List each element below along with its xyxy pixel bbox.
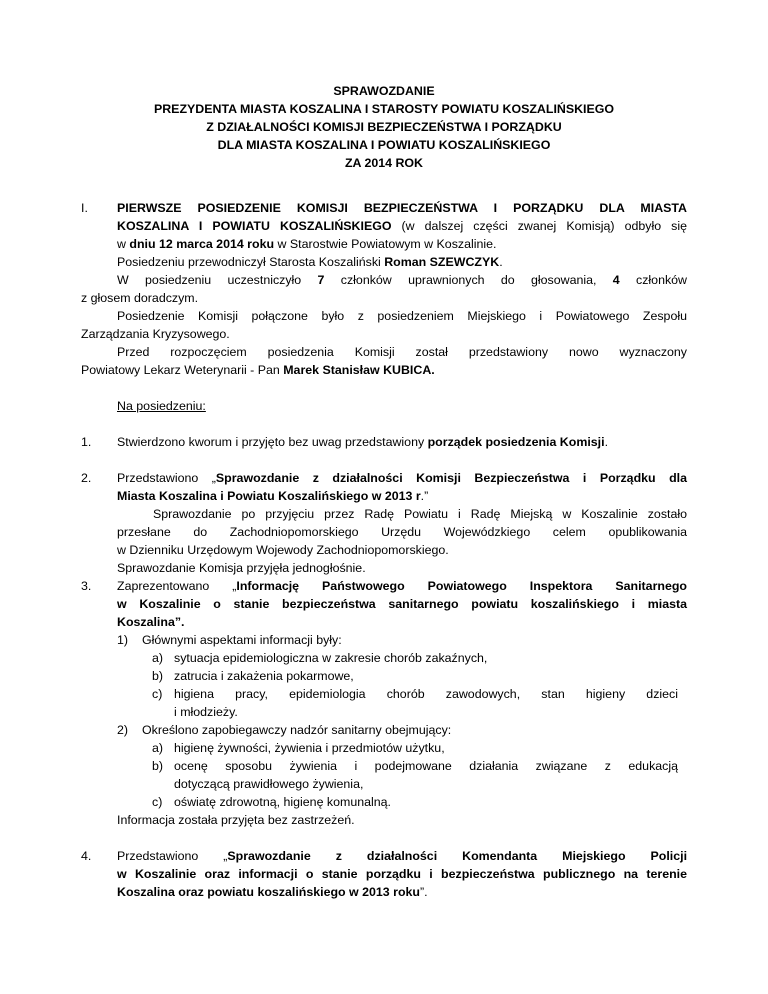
title-line-3: Z DZIAŁALNOŚCI KOMISJI BEZPIECZEŃSTWA I PORZĄDKU bbox=[206, 120, 562, 134]
section-title-line: KOSZALINA I POWIATU KOSZALIŃSKIEGO (w dalszej części zwanej Komisją) odbyło się bbox=[117, 219, 687, 233]
sub-item-text: Głównymi aspektami informacji były: bbox=[142, 633, 342, 647]
advisory-members-count: 4 bbox=[612, 273, 620, 287]
chair-name: Roman SZEWCZYK bbox=[384, 255, 500, 269]
list-letter: c) bbox=[152, 687, 163, 701]
item-number: 4. bbox=[81, 849, 92, 863]
agenda-heading: Na posiedzeniu: bbox=[117, 399, 206, 413]
item-closing: Informacja została przyjęta bez zastrzeżeń. bbox=[117, 813, 355, 827]
title-line-1: SPRAWOZDANIE bbox=[333, 84, 435, 98]
list-letter: b) bbox=[152, 759, 164, 773]
list-item: zatrucia i zakażenia pokarmowe, bbox=[174, 669, 354, 683]
agenda-item: Stwierdzono kworum i przyjęto bez uwag przedstawiony porządek posiedzenia Komisji. bbox=[117, 435, 609, 449]
attendance-paragraph: W posiedzeniu uczestniczyło 7 członków uprawnionych do głosowania, 4 członków z głosem doradczym. Posiedzenie Komisji połączone było z posiedzeniem Miejskiego i Powiatowego Zespołu Zarządzania Kryzysowego. bbox=[81, 273, 688, 341]
voting-members-count: 7 bbox=[317, 273, 325, 287]
meeting-date: dniu 12 marca 2014 roku bbox=[129, 237, 275, 251]
agenda-item: Zaprezentowano „Informację Państwowego Powiatowego Inspektora Sanitarnego w Koszalinie o stanie bezpieczeństwa sanitarnego powiatu koszalińskiego i miasta Koszalina”. bbox=[117, 579, 687, 629]
sub-number: 1) bbox=[117, 633, 129, 647]
list-letter: a) bbox=[152, 651, 164, 665]
list-letter: a) bbox=[152, 741, 164, 755]
list-item: higienę żywności, żywienia i przedmiotów użytku, bbox=[174, 741, 445, 755]
sub-item-text: Określono zapobiegawczy nadzór sanitarny obejmujący: bbox=[142, 723, 452, 737]
item-number: 2. bbox=[81, 471, 92, 485]
section-intro bbox=[117, 199, 687, 271]
title-line-5: ZA 2014 ROK bbox=[344, 156, 424, 170]
list-letter: b) bbox=[152, 669, 164, 683]
list-letter: c) bbox=[152, 795, 163, 809]
agenda-item: Przedstawiono „Sprawozdanie z działalności Komendanta Miejskiego Policji w Koszalinie oraz informacji o stanie porządku i bezpieczeństwa publicznego na terenie Koszalina oraz powiatu koszalińskiego w 2013 roku”. bbox=[117, 849, 688, 899]
meeting-date-line: w dniu 12 marca 2014 roku w Starostwie Powiatowym w Koszalinie. bbox=[117, 237, 497, 251]
vet-name: Marek Stanisław KUBICA. bbox=[283, 363, 435, 377]
list-item: sytuacja epidemiologiczna w zakresie chorób zakaźnych, bbox=[174, 651, 488, 665]
section-title-line: PIERWSZE POSIEDZENIE KOMISJI BEZPIECZEŃSTWA I PORZĄDKU DLA MIASTA bbox=[117, 201, 687, 215]
list-item: ocenę sposobu żywienia i podejmowane działania związane z edukacją dotyczącą prawidłowego żywienia, bbox=[174, 759, 678, 791]
list-item: higiena pracy, epidemiologia chorób zawodowych, stan higieny dzieci i młodzieży. bbox=[174, 687, 678, 719]
title-line-2: PREZYDENTA MIASTA KOSZALINA I STAROSTY POWIATU KOSZALIŃSKIEGO bbox=[153, 102, 615, 116]
sub-number: 2) bbox=[117, 723, 129, 737]
item-number: 1. bbox=[81, 435, 92, 449]
item-number: 3. bbox=[81, 579, 92, 593]
chair-line: Posiedzeniu przewodniczył Starosta Koszaliński Roman SZEWCZYK. bbox=[117, 255, 503, 269]
vet-paragraph: Przed rozpoczęciem posiedzenia Komisji został przedstawiony nowo wyznaczony Powiatowy Lekarz Weterynarii - Pan Marek Stanisław KUBICA. bbox=[81, 345, 687, 377]
report-title bbox=[0, 82, 768, 172]
section-numeral: I. bbox=[81, 201, 88, 215]
title-line-4: DLA MIASTA KOSZALINA I POWIATU KOSZALIŃSKIEGO bbox=[217, 138, 551, 152]
agenda-item: Przedstawiono „Sprawozdanie z działalności Komisji Bezpieczeństwa i Porządku dla Miasta Koszalina i Powiatu Koszalińskiego w 2013 r.” Sprawozdanie po przyjęciu przez Radę Powiatu i Radę Miejską w Koszalinie zostało przesłane do Zachodniopomorskiego Urzędu Wojewódzkiego celem opublikowania w Dzienniku Urzędowym Wojewody Zachodniopomorskiego. Sprawozdanie Komisja przyjęła jednogłośnie. bbox=[117, 471, 687, 575]
list-item: oświatę zdrowotną, higienę komunalną. bbox=[174, 795, 391, 809]
